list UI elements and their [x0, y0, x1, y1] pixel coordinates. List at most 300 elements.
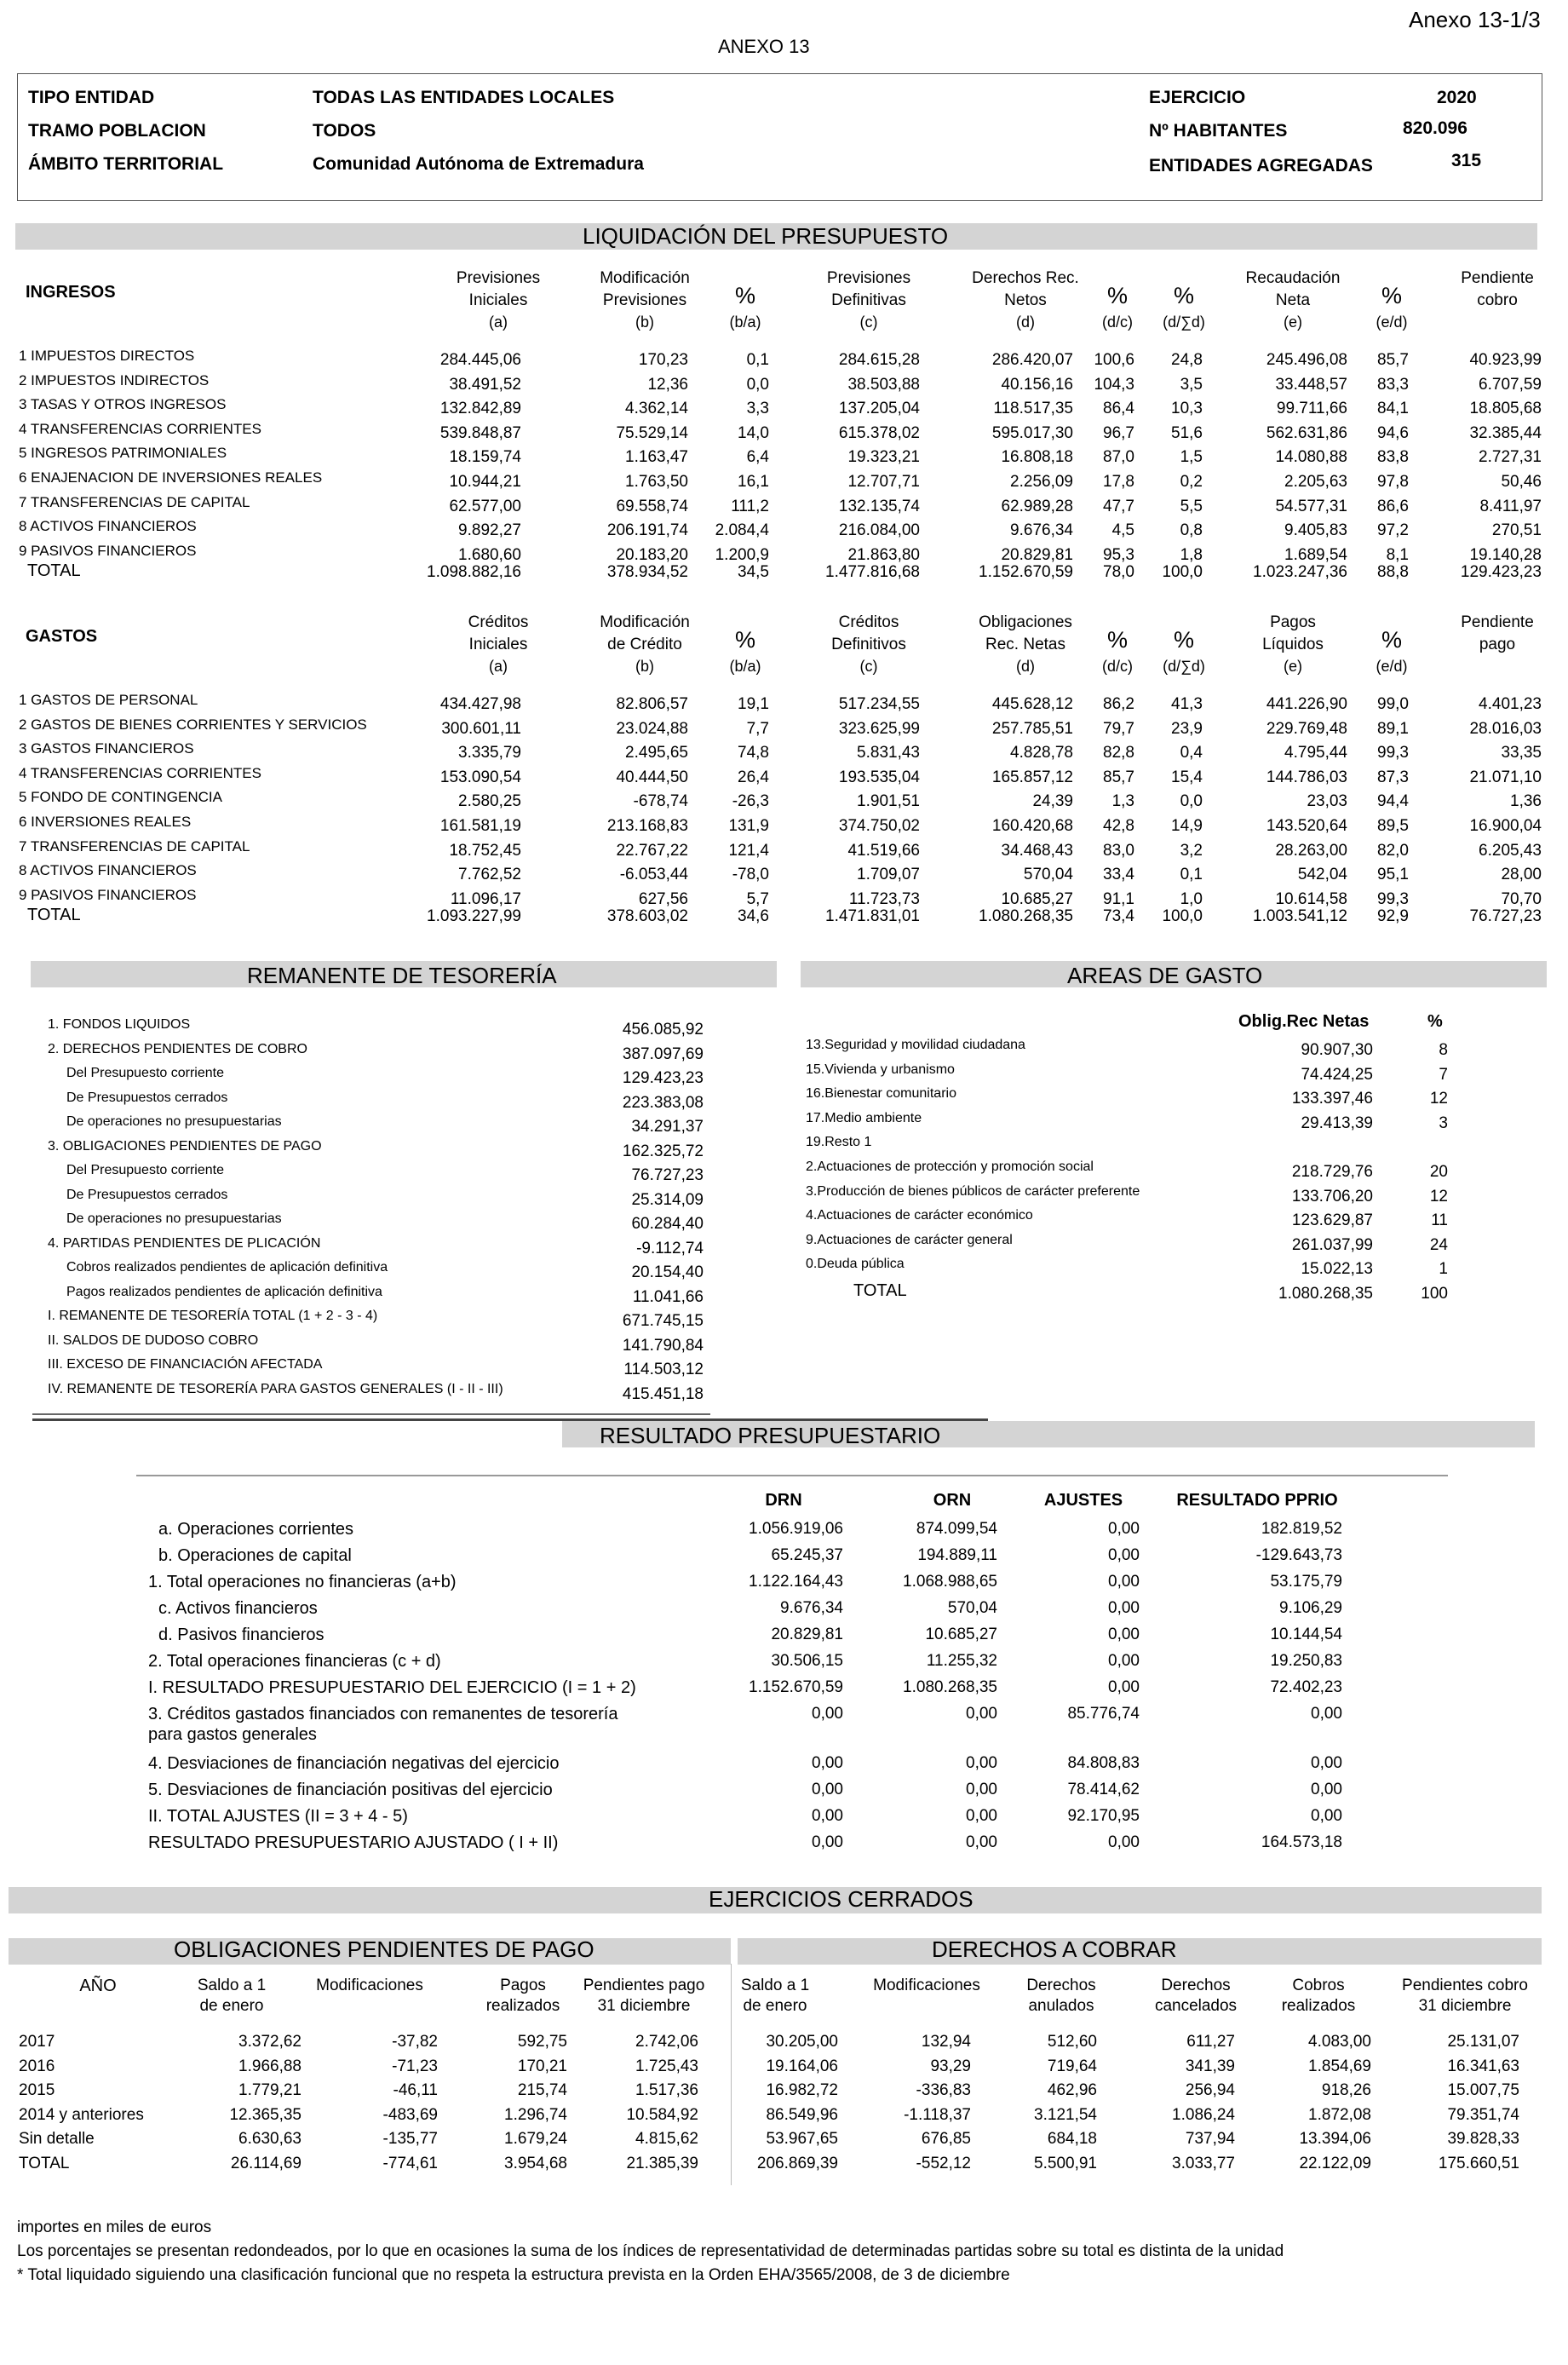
ingresos-cell: 19.140,28 — [1469, 545, 1542, 564]
ingresos-cell: 12.707,71 — [847, 473, 920, 491]
gastos-total-cell: 92,9 — [1377, 907, 1409, 926]
ingresos-cell: 8.411,97 — [1479, 497, 1542, 515]
ingresos-cell: 40.156,16 — [1001, 375, 1073, 394]
oblig-cell: 170,21 — [517, 2057, 567, 2075]
annex-title: ANEXO 13 — [718, 36, 810, 57]
gastos-cell: 16.900,04 — [1469, 817, 1542, 835]
gastos-header-2-0: % — [734, 627, 755, 653]
ingresos-header-0-0: Previsiones — [456, 269, 541, 287]
oblig-cell: 1.517,36 — [635, 2081, 698, 2099]
resultado-cell: 164.573,18 — [1261, 1833, 1342, 1851]
ingresos-cell: 595.017,30 — [991, 423, 1073, 442]
resultado-cell: 85.776,74 — [1067, 1705, 1140, 1723]
oblig-cell: 3.954,68 — [504, 2154, 567, 2172]
gastos-header-7-1: Líquidos — [1262, 636, 1324, 653]
resultado-row-label: 5. Desviaciones de financiación positivas del ejercicio — [148, 1781, 553, 1799]
areas-row-pct: 7 — [1439, 1065, 1448, 1084]
ingresos-cell: 38.503,88 — [847, 375, 920, 394]
oblig-cell: -774,61 — [382, 2154, 438, 2172]
gastos-row-label: 7 TRANSFERENCIAS DE CAPITAL — [19, 837, 250, 855]
areas-row-label: 16.Bienestar comunitario — [806, 1086, 956, 1102]
tramo-label: TRAMO POBLACION — [28, 121, 206, 141]
remanente-row-label: De Presupuestos cerrados — [66, 1187, 228, 1202]
gastos-cell: 94,4 — [1377, 792, 1409, 811]
resultado-row-label: c. Activos financieros — [158, 1599, 318, 1618]
ingresos-cell: 9.405,83 — [1284, 521, 1347, 540]
gastos-header-4-1: Rec. Netas — [985, 636, 1065, 653]
gastos-total-cell: 100,0 — [1162, 907, 1203, 926]
remanente-row-value: 20.154,40 — [631, 1263, 704, 1281]
ingresos-row-label: 4 TRANSFERENCIAS CORRIENTES — [19, 420, 261, 437]
gastos-cell: 153.090,54 — [439, 768, 521, 786]
gastos-row-label: 5 FONDO DE CONTINGENCIA — [19, 789, 222, 806]
gastos-cell: 0,0 — [1180, 792, 1203, 811]
ingresos-cell: 0,1 — [746, 351, 769, 369]
der-cell: -552,12 — [916, 2154, 971, 2172]
gastos-total-cell: 1.080.268,35 — [979, 907, 1073, 926]
gastos-row-label: 2 GASTOS DE BIENES CORRIENTES Y SERVICIOS — [19, 716, 367, 733]
resultado-cell: 0,00 — [1108, 1573, 1140, 1591]
gastos-cell: -78,0 — [732, 866, 769, 884]
ingresos-cell: 16.808,18 — [1001, 448, 1073, 467]
gastos-row-label: 1 GASTOS DE PERSONAL — [19, 692, 198, 708]
cerrados-year: Sin detalle — [19, 2130, 95, 2148]
gastos-cell: 70,70 — [1501, 889, 1542, 908]
ingresos-total-cell: 1.023.247,36 — [1253, 563, 1347, 582]
ingresos-cell: 83,3 — [1377, 375, 1409, 394]
gastos-cell: 95,1 — [1377, 866, 1409, 884]
resultado-cell: 30.506,15 — [771, 1652, 843, 1670]
resultado-row-label: RESULTADO PRESUPUESTARIO AJUSTADO ( I + II) — [148, 1833, 559, 1852]
resultado-cell: 92.170,95 — [1067, 1807, 1140, 1825]
resultado-cell: 19.250,83 — [1270, 1652, 1342, 1670]
gastos-cell: 627,56 — [638, 889, 688, 908]
ingresos-cell: 9.892,27 — [458, 521, 521, 540]
resultado-cell: 1.068.988,65 — [903, 1573, 997, 1591]
ingresos-cell: 2.256,09 — [1010, 473, 1073, 491]
gastos-cell: 542,04 — [1297, 866, 1347, 884]
resultado-cell: 1.122.164,43 — [749, 1573, 843, 1591]
der-header: 31 diciembre — [1418, 1997, 1512, 2015]
gastos-cell: 28.016,03 — [1469, 719, 1542, 738]
ingresos-cell: 615.378,02 — [838, 423, 920, 442]
resultado-cell: 9.106,29 — [1279, 1599, 1342, 1617]
areas-row-pct: 20 — [1429, 1163, 1448, 1181]
ingresos-cell: 32.385,44 — [1469, 423, 1542, 442]
ingresos-header-7-1: Neta — [1275, 291, 1311, 309]
der-header: anulados — [1028, 1997, 1094, 2015]
areas-row-value: 261.037,99 — [1291, 1235, 1373, 1254]
remanente-row-value: 129.423,23 — [622, 1069, 704, 1087]
habitantes-label: Nº HABITANTES — [1149, 121, 1288, 141]
ingresos-cell: 1.680,60 — [458, 545, 521, 564]
areas-row-label: 9.Actuaciones de carácter general — [806, 1232, 1013, 1247]
ingresos-header-6-0: % — [1173, 283, 1194, 308]
gastos-total-cell: 34,6 — [738, 907, 769, 926]
ingresos-cell: 10,3 — [1171, 400, 1203, 418]
resultado-cell: 0,00 — [1108, 1520, 1140, 1538]
ingresos-total-cell: 1.152.670,59 — [979, 563, 1073, 582]
remanente-row-value: 387.097,69 — [622, 1044, 704, 1063]
gastos-cell: 0,1 — [1180, 866, 1203, 884]
areas-row-value: 133.706,20 — [1291, 1187, 1373, 1206]
gastos-header-1-0: Modificación — [600, 613, 690, 631]
gastos-cell: 10.614,58 — [1275, 889, 1347, 908]
gastos-cell: 23,03 — [1307, 792, 1347, 811]
gastos-total-cell: 76.727,23 — [1469, 907, 1542, 926]
ingresos-cell: 1.689,54 — [1284, 545, 1347, 564]
der-cell: 684,18 — [1047, 2130, 1097, 2148]
gastos-row-label: 6 INVERSIONES REALES — [19, 814, 192, 830]
oblig-header: Pagos — [500, 1977, 546, 1994]
remanente-row-value: 456.085,92 — [622, 1021, 704, 1039]
ingresos-cell: 3,5 — [1180, 375, 1203, 394]
resultado-header: DRN — [765, 1491, 802, 1510]
ingresos-header-5-0: % — [1106, 283, 1128, 308]
cerrados-title: EJERCICIOS CERRADOS — [709, 1886, 974, 1912]
ingresos-cell: 62.577,00 — [449, 497, 521, 515]
ingresos-header-9-1: cobro — [1477, 291, 1518, 309]
oblig-header: realizados — [485, 1997, 560, 2015]
der-cell: 16.341,63 — [1447, 2057, 1519, 2075]
resultado-cell: 0,00 — [1311, 1754, 1342, 1772]
remanente-row-label: De operaciones no presupuestarias — [66, 1211, 282, 1226]
areas-row-label: 0.Deuda pública — [806, 1257, 905, 1272]
ingresos-cell: 0,8 — [1180, 521, 1203, 540]
oblig-header: Pendientes pago — [583, 1977, 705, 1994]
ingresos-cell: 24,8 — [1171, 351, 1203, 369]
footnote-rounding: Los porcentajes se presentan redondeados, por lo que en ocasiones la suma de los índices de representatividad de determinadas partidas sobre su total es distinta de la unidad — [17, 2242, 1284, 2260]
der-cell: 341,39 — [1185, 2057, 1235, 2075]
gastos-cell: 18.752,45 — [449, 841, 521, 860]
gastos-cell: 143.520,64 — [1266, 817, 1347, 835]
gastos-cell: 4.828,78 — [1010, 744, 1073, 762]
ingresos-header-2-0: % — [734, 283, 755, 308]
resultado-cell: 0,00 — [812, 1754, 843, 1772]
gastos-cell: 257.785,51 — [991, 719, 1073, 738]
oblig-header: Modificaciones — [316, 1977, 423, 1994]
der-cell: 79.351,74 — [1447, 2105, 1519, 2124]
footnote-functional: * Total liquidado siguiendo una clasificación funcional que no respeta la estructura prevista en la Orden EHA/3565/2008, de 3 de diciembre — [17, 2266, 1010, 2284]
areas-row-value: 123.629,87 — [1291, 1211, 1373, 1230]
ingresos-cell: 6,4 — [746, 448, 769, 467]
oblig-header: de enero — [199, 1997, 264, 2015]
ingresos-cell: 539.848,87 — [439, 423, 521, 442]
ingresos-header-7-2: (e) — [1284, 314, 1302, 331]
ingresos-cell: 62.989,28 — [1001, 497, 1073, 515]
ingresos-header-4-1: Netos — [1004, 291, 1047, 309]
gastos-cell: 1,36 — [1510, 792, 1542, 811]
remanente-row-value: 671.745,15 — [622, 1312, 704, 1330]
der-title: DERECHOS A COBRAR — [932, 1936, 1177, 1962]
gastos-header-7-0: Pagos — [1270, 613, 1316, 631]
remanente-row-label: De operaciones no presupuestarias — [66, 1114, 282, 1129]
resultado-cell: 9.676,34 — [780, 1599, 843, 1617]
ingresos-header-8-2: (e/d) — [1376, 314, 1408, 331]
gastos-cell: 131,9 — [728, 817, 769, 835]
gastos-header-9-0: Pendiente — [1461, 613, 1534, 631]
der-cell: 1.086,24 — [1172, 2105, 1235, 2124]
gastos-cell: 89,1 — [1377, 719, 1409, 738]
gastos-header-8-0: % — [1381, 627, 1402, 653]
remanente-row-label: 4. PARTIDAS PENDIENTES DE PLICACIÓN — [48, 1235, 321, 1251]
der-header: realizados — [1281, 1997, 1356, 2015]
gastos-cell: 34.468,43 — [1001, 841, 1073, 860]
remanente-row-label: IV. REMANENTE DE TESORERÍA PARA GASTOS GENERALES (I - II - III) — [48, 1381, 503, 1396]
gastos-cell: 82,8 — [1103, 744, 1134, 762]
gastos-header-0-0: Créditos — [468, 613, 529, 631]
gastos-cell: 82,0 — [1377, 841, 1409, 860]
tipo-entidad-label: TIPO ENTIDAD — [28, 88, 155, 107]
oblig-cell: 6.630,63 — [238, 2130, 302, 2148]
resultado-cell: 182.819,52 — [1261, 1520, 1342, 1538]
areas-row-label: 19.Resto 1 — [806, 1135, 872, 1150]
ingresos-cell: 69.558,74 — [616, 497, 688, 515]
oblig-cell: -135,77 — [382, 2130, 438, 2148]
oblig-cell: 3.372,62 — [238, 2033, 302, 2051]
gastos-total-cell: 73,4 — [1103, 907, 1134, 926]
der-header: Pendientes cobro — [1402, 1977, 1528, 1994]
ingresos-row-label: 9 PASIVOS FINANCIEROS — [19, 542, 197, 559]
areas-row-pct: 8 — [1439, 1041, 1448, 1059]
ingresos-cell: 17,8 — [1103, 473, 1134, 491]
remanente-row-label: 1. FONDOS LIQUIDOS — [48, 1017, 191, 1032]
remanente-row-value: 223.383,08 — [622, 1093, 704, 1112]
areas-row-value: 74.424,25 — [1301, 1065, 1373, 1084]
gastos-cell: 10.685,27 — [1001, 889, 1073, 908]
resultado-header-rule — [136, 1475, 1448, 1476]
gastos-header-3-0: Créditos — [838, 613, 899, 631]
der-cell: 19.164,06 — [766, 2057, 838, 2075]
der-cell: 39.828,33 — [1447, 2130, 1519, 2148]
ingresos-cell: 19.323,21 — [847, 448, 920, 467]
resultado-cell: 0,00 — [1311, 1781, 1342, 1798]
gastos-cell: 23,9 — [1171, 719, 1203, 738]
gastos-header-5-0: % — [1106, 627, 1128, 653]
ingresos-cell: 51,6 — [1171, 423, 1203, 442]
ingresos-cell: 97,2 — [1377, 521, 1409, 540]
remanente-row-label: III. EXCESO DE FINANCIACIÓN AFECTADA — [48, 1357, 323, 1372]
remanente-row-label: Cobros realizados pendientes de aplicación definitiva — [66, 1260, 388, 1275]
gastos-cell: 4.401,23 — [1479, 695, 1542, 713]
ingresos-cell: 1.163,47 — [625, 448, 688, 467]
resultado-cell: 53.175,79 — [1270, 1573, 1342, 1591]
der-cell: 462,96 — [1047, 2081, 1097, 2099]
oblig-header: 31 diciembre — [597, 1997, 691, 2015]
resultado-cell: 0,00 — [1311, 1807, 1342, 1825]
remanente-row-value: 34.291,37 — [631, 1118, 704, 1136]
resultado-row-label: 4. Desviaciones de financiación negativas del ejercicio — [148, 1754, 560, 1773]
ingresos-cell: 284.615,28 — [838, 351, 920, 369]
gastos-header-7-2: (e) — [1284, 658, 1302, 675]
ingresos-header-0-2: (a) — [489, 314, 508, 331]
der-cell: -1.118,37 — [904, 2105, 971, 2124]
ingresos-header-1-0: Modificación — [600, 269, 690, 287]
oblig-cell: 1.725,43 — [635, 2057, 698, 2075]
ingresos-total-cell: 100,0 — [1162, 563, 1203, 582]
resultado-cell: 20.829,81 — [771, 1626, 843, 1643]
ingresos-header-1-2: (b) — [635, 314, 654, 331]
gastos-header-5-2: (d/c) — [1102, 658, 1133, 675]
ingresos-cell: 1.200,9 — [715, 545, 769, 564]
resultado-header: AJUSTES — [1043, 1491, 1123, 1510]
areas-col-pct: % — [1427, 1012, 1443, 1031]
resultado-cell: 1.080.268,35 — [903, 1678, 997, 1696]
ingresos-cell: 245.496,08 — [1266, 351, 1347, 369]
tramo-value: TODOS — [313, 121, 376, 141]
gastos-cell: 74,8 — [738, 744, 769, 762]
ingresos-cell: 0,0 — [746, 375, 769, 394]
resultado-cell: 0,00 — [812, 1807, 843, 1825]
areas-col-oblig: Oblig.Rec Netas — [1238, 1012, 1370, 1031]
gastos-cell: 161.581,19 — [439, 817, 521, 835]
areas-total-pct: 100 — [1421, 1285, 1448, 1303]
ingresos-cell: 84,1 — [1377, 400, 1409, 418]
ingresos-row-label: 7 TRANSFERENCIAS DE CAPITAL — [19, 493, 250, 510]
ingresos-cell: 20.829,81 — [1001, 545, 1073, 564]
ingresos-cell: 4,5 — [1111, 521, 1134, 540]
ingresos-cell: 1.763,50 — [625, 473, 688, 491]
ingresos-row-label: 3 TASAS Y OTROS INGRESOS — [19, 396, 227, 413]
der-cell: 206.869,39 — [756, 2154, 838, 2172]
der-cell: 13.394,06 — [1299, 2130, 1371, 2148]
gastos-row-label: 4 TRANSFERENCIAS CORRIENTES — [19, 764, 261, 781]
resultado-cell: 84.808,83 — [1067, 1754, 1140, 1772]
gastos-cell: 86,2 — [1103, 695, 1134, 713]
resultado-cell: 0,00 — [966, 1807, 997, 1825]
entidades-value: 315 — [1451, 151, 1482, 170]
der-cell: 3.033,77 — [1172, 2154, 1235, 2172]
ingresos-cell: 562.631,86 — [1266, 423, 1347, 442]
gastos-header-4-0: Obligaciones — [979, 613, 1072, 631]
ejercicio-value: 2020 — [1437, 88, 1477, 107]
ingresos-cell: 104,3 — [1094, 375, 1134, 394]
ingresos-cell: 9.676,34 — [1010, 521, 1073, 540]
remanente-row-value: 11.041,66 — [632, 1287, 704, 1306]
der-header: cancelados — [1154, 1997, 1238, 2015]
der-cell: 611,27 — [1186, 2033, 1235, 2051]
gastos-cell: 89,5 — [1377, 817, 1409, 835]
der-cell: 15.007,75 — [1447, 2081, 1519, 2099]
gastos-total-cell: 1.471.831,01 — [825, 907, 920, 926]
areas-row-pct: 12 — [1429, 1187, 1448, 1206]
resultado-row-label: d. Pasivos financieros — [158, 1626, 325, 1644]
der-cell: 30.205,00 — [766, 2033, 838, 2051]
gastos-cell: 2.580,25 — [458, 792, 521, 811]
gastos-row-label: 3 GASTOS FINANCIEROS — [19, 740, 194, 757]
ingresos-row-label: 1 IMPUESTOS DIRECTOS — [19, 348, 195, 364]
ingresos-header-5-2: (d/c) — [1102, 314, 1133, 331]
ingresos-total-cell: 1.098.882,16 — [427, 563, 521, 582]
ingresos-row-label: 2 IMPUESTOS INDIRECTOS — [19, 371, 210, 388]
ingresos-cell: 2.727,31 — [1479, 448, 1542, 467]
oblig-cell: 1.966,88 — [238, 2057, 302, 2075]
gastos-cell: 165.857,12 — [991, 768, 1073, 786]
der-cell: 737,94 — [1185, 2130, 1235, 2148]
gastos-cell: 445.628,12 — [991, 695, 1073, 713]
ingresos-cell: 21.863,80 — [847, 545, 920, 564]
gastos-total-label: TOTAL — [27, 906, 81, 925]
ingresos-cell: 1,8 — [1180, 545, 1203, 564]
gastos-header-9-1: pago — [1479, 636, 1516, 653]
ingresos-cell: 6.707,59 — [1479, 375, 1542, 394]
ingresos-cell: 3,3 — [746, 400, 769, 418]
areas-row-pct: 11 — [1431, 1211, 1448, 1230]
resultado-row-label: II. TOTAL AJUSTES (II = 3 + 4 - 5) — [148, 1807, 408, 1826]
remanente-row-label: Pagos realizados pendientes de aplicación definitiva — [66, 1284, 382, 1299]
entidades-label: ENTIDADES AGREGADAS — [1149, 156, 1373, 176]
ingresos-cell: 40.923,99 — [1469, 351, 1542, 369]
der-cell: 3.121,54 — [1034, 2105, 1097, 2124]
gastos-label: GASTOS — [26, 627, 98, 646]
gastos-cell: 42,8 — [1103, 817, 1134, 835]
resultado-cell: 10.144,54 — [1270, 1626, 1342, 1643]
resultado-cell: 0,00 — [966, 1833, 997, 1851]
gastos-header-1-1: de Crédito — [607, 636, 682, 653]
gastos-cell: 24,39 — [1032, 792, 1073, 811]
areas-row-label: 15.Vivienda y urbanismo — [806, 1062, 955, 1077]
ingresos-cell: 2.205,63 — [1284, 473, 1347, 491]
gastos-cell: 570,04 — [1023, 866, 1073, 884]
resultado-cell: 874.099,54 — [916, 1520, 997, 1538]
areas-total-value: 1.080.268,35 — [1278, 1285, 1373, 1303]
ambito-label: ÁMBITO TERRITORIAL — [28, 154, 224, 174]
ambito-value: Comunidad Autónoma de Extremadura — [313, 154, 644, 174]
ingresos-row-label: 8 ACTIVOS FINANCIEROS — [19, 518, 197, 535]
ingresos-cell: 10.944,21 — [449, 473, 521, 491]
oblig-cell: 1.296,74 — [504, 2105, 567, 2124]
gastos-cell: 441.226,90 — [1266, 695, 1347, 713]
remanente-row-label: 3. OBLIGACIONES PENDIENTES DE PAGO — [48, 1138, 322, 1154]
remanente-row-value: 114.503,12 — [623, 1361, 704, 1378]
remanente-row-value: 76.727,23 — [631, 1166, 704, 1184]
gastos-cell: 121,4 — [728, 841, 769, 860]
gastos-cell: -26,3 — [732, 792, 769, 811]
remanente-row-label: De Presupuestos cerrados — [66, 1090, 228, 1105]
resultado-cell: 11.255,32 — [926, 1652, 997, 1670]
gastos-cell: 28,00 — [1501, 866, 1542, 884]
ingresos-cell: 18.805,68 — [1469, 400, 1542, 418]
resultado-cell: 1.152.670,59 — [749, 1678, 843, 1696]
gastos-cell: -678,74 — [633, 792, 688, 811]
resultado-cell: 0,00 — [1108, 1546, 1140, 1564]
ingresos-cell: 4.362,14 — [625, 400, 688, 418]
oblig-cell: 1.779,21 — [238, 2081, 302, 2099]
der-cell: -336,83 — [916, 2081, 971, 2099]
gastos-cell: 82.806,57 — [616, 695, 688, 713]
gastos-cell: 41.519,66 — [847, 841, 920, 860]
resultado-cell: 1.056.919,06 — [749, 1520, 843, 1538]
areas-row-value: 29.413,39 — [1301, 1113, 1373, 1132]
oblig-cell: 2.742,06 — [635, 2033, 698, 2051]
areas-row-label: 13.Seguridad y movilidad ciudadana — [806, 1038, 1025, 1052]
der-cell: 719,64 — [1047, 2057, 1097, 2075]
ingresos-cell: 75.529,14 — [616, 423, 688, 442]
resultado-row-label: b. Operaciones de capital — [158, 1546, 352, 1565]
areas-row-value: 218.729,76 — [1291, 1163, 1373, 1181]
gastos-cell: 213.168,83 — [606, 817, 688, 835]
gastos-cell: 229.769,48 — [1266, 719, 1347, 738]
gastos-header-2-2: (b/a) — [729, 658, 761, 675]
habitantes-value: 820.096 — [1403, 118, 1467, 138]
der-cell: 1.854,69 — [1308, 2057, 1371, 2075]
gastos-cell: 11.096,17 — [450, 889, 521, 908]
remanente-row-value: -9.112,74 — [636, 1239, 704, 1257]
gastos-cell: 193.535,04 — [838, 768, 920, 786]
areas-row-value: 133.397,46 — [1291, 1090, 1373, 1108]
oblig-cell: 26.114,69 — [230, 2154, 302, 2172]
ingresos-cell: 132.135,74 — [838, 497, 920, 515]
